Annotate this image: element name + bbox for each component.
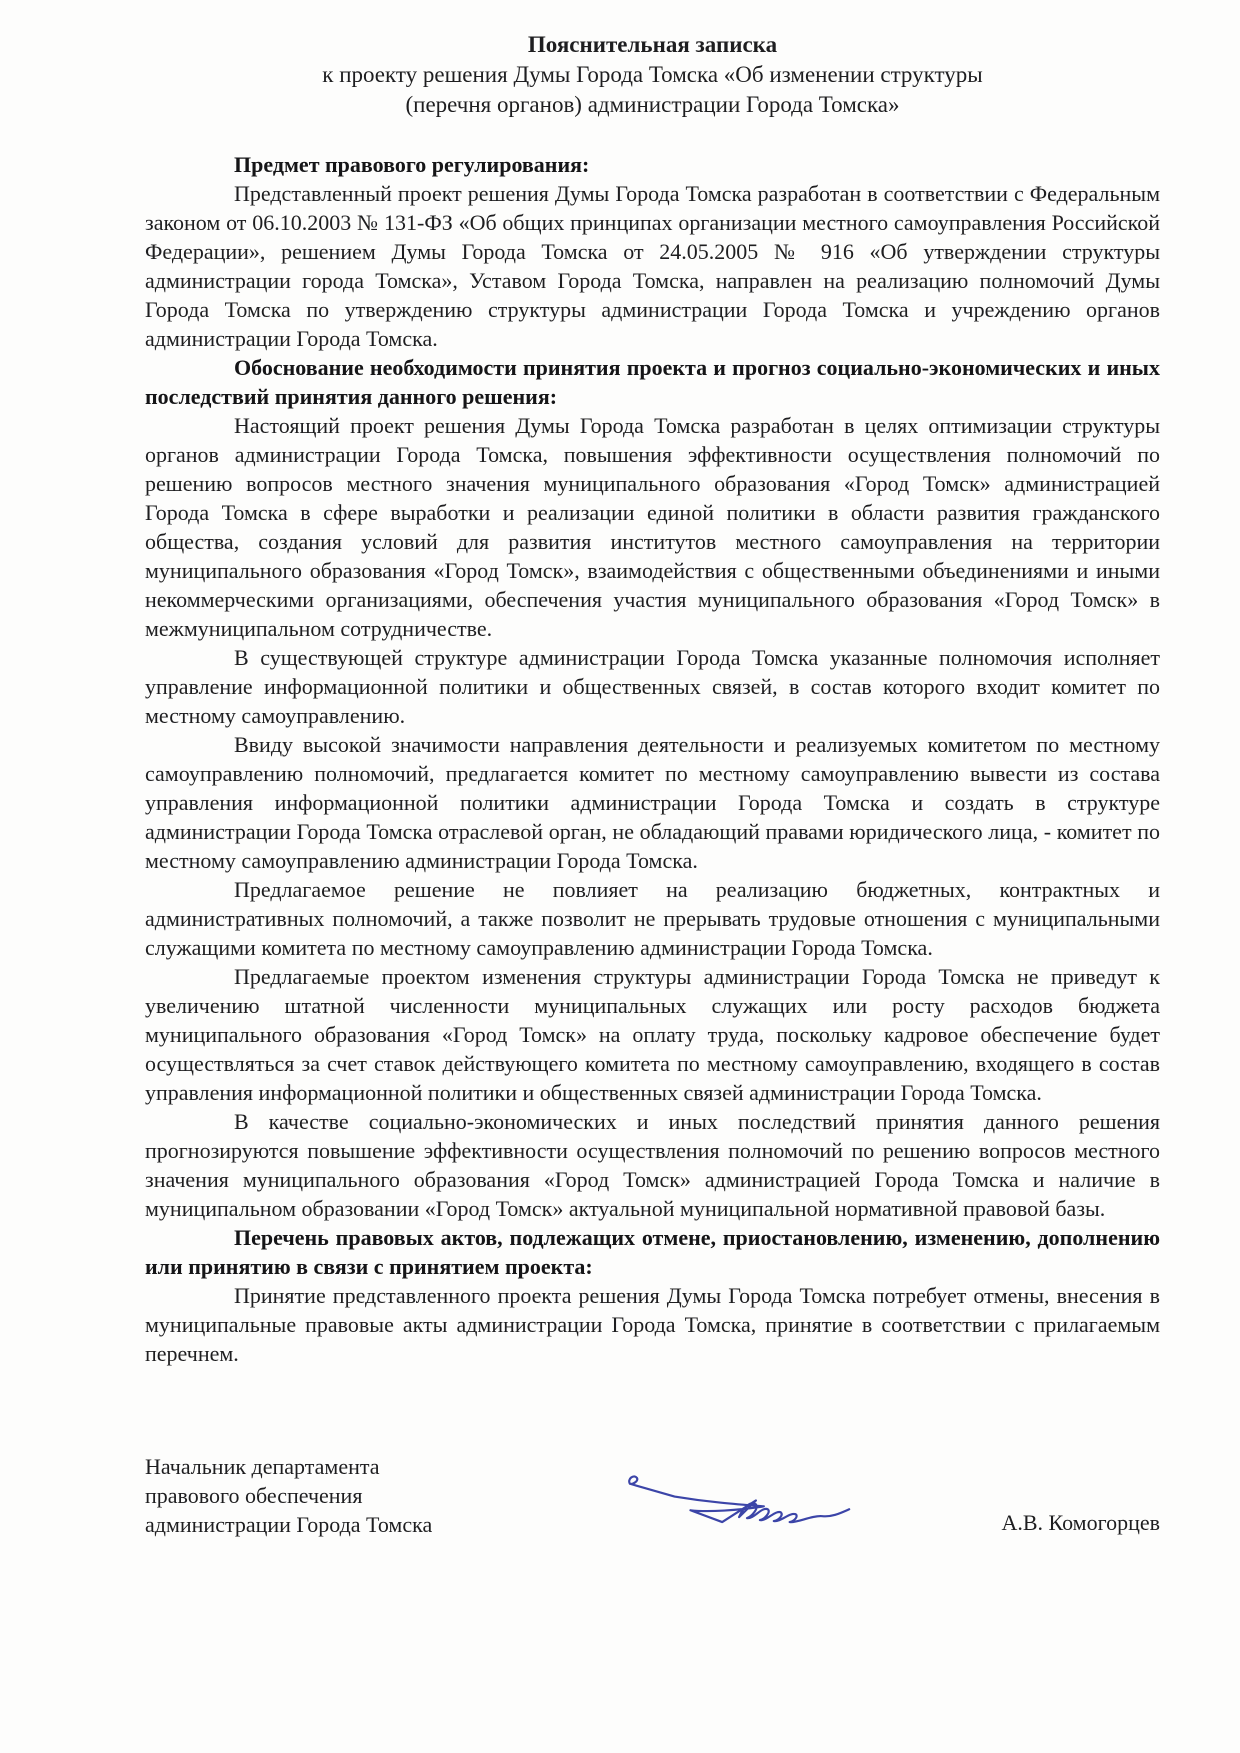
paragraph: В существующей структуре администрации Города Томска указанные полномочия исполняет управление информационной политики и общественных связей, в состав которого входит комитет по местному самоуправлению. <box>145 645 1160 728</box>
paragraph: Принятие представленного проекта решения Думы Города Томска потребует отмены, внесения в муниципальные правовые акты администрации Города Томска, принятие в соответствии с прилагаемым перечнем. <box>145 1283 1160 1366</box>
paragraph: Ввиду высокой значимости направления деятельности и реализуемых комитетом по местному самоуправлению полномочий, предлагается комитет по местному самоуправлению вывести из состава управления информационной политики администрации Города Томска и создать в структуре администрации Города Томска отраслевой орган, не обладающий правами юридического лица, - комитет по местному самоуправлению администрации Города Томска. <box>145 732 1160 873</box>
section-heading-acts-list: Перечень правовых актов, подлежащих отмене, приостановлению, изменению, дополнению или принятию в связи с принятием проекта: <box>145 1225 1160 1279</box>
title-line-1: Пояснительная записка <box>527 32 778 57</box>
signatory-name: А.В. Комогорцев <box>1001 1510 1160 1535</box>
paragraph: Предлагаемое решение не повлияет на реализацию бюджетных, контрактных и административных полномочий, а также позволит не прерывать трудовые отношения с муниципальными служащими комитета по местному самоуправлению администрации Города Томска. <box>145 877 1160 960</box>
title-line-3: (перечня органов) администрации Города Томска» <box>405 92 900 117</box>
paragraph: Настоящий проект решения Думы Города Томска разработан в целях оптимизации структуры органов администрации Города Томска, повышения эффективности осуществления полномочий по решению вопросов местного значения муниципального образования «Город Томск» администрацией Города Томска в сфере выработки и реализации единой политики в области развития гражданского общества, создания условий для развития институтов местного самоуправления на территории муниципального образования «Город Томск», взаимодействия с общественными объединениями и иными некоммерческими организациями, обеспечения участия муниципального образования «Город Томск» в межмуниципальном сотрудничестве. <box>145 413 1160 641</box>
handwritten-signature-ink <box>623 1471 871 1525</box>
section-heading-subject: Предмет правового регулирования: <box>234 152 590 177</box>
signatory-position <box>145 1452 432 1539</box>
signature-block <box>145 1452 1160 1539</box>
paragraph: Представленный проект решения Думы Города Томска разработан в соответствии с Федеральным законом от 06.10.2003 № 131-ФЗ «Об общих принципах организации местного самоуправления Российской Федерации», решением Думы Города Томска от 24.05.2005 № 916 «Об утверждении структуры администрации города Томска», Уставом Города Томска, направлен на реализацию полномочий Думы Города Томска по утверждению структуры администрации Города Томска и учреждению органов администрации Города Томска. <box>145 181 1160 351</box>
section-heading-justification: Обоснование необходимости принятия проекта и прогноз социально-экономических и иных последствий принятия данного решения: <box>145 355 1160 409</box>
paragraph: В качестве социально-экономических и иных последствий принятия данного решения прогнозируются повышение эффективности осуществления полномочий по решению вопросов местного значения муниципального образования «Город Томск» администрацией Города Томска и наличие в муниципальном образовании «Город Томск» актуальной муниципальной нормативной правовой базы. <box>145 1109 1160 1221</box>
paragraph: Предлагаемые проектом изменения структуры администрации Города Томска не приведут к увеличению штатной численности муниципальных служащих или росту расходов бюджета муниципального образования «Город Томск» на оплату труда, поскольку кадровое обеспечение будет осуществляться за счет ставок действующего комитета по местному самоуправлению, входящего в состав управления информационной политики и общественных связей администрации Города Томска. <box>145 964 1160 1105</box>
signatory-position-line: правового обеспечения <box>145 1483 363 1508</box>
signatory-position-line: Начальник департамента <box>145 1454 380 1479</box>
document-title <box>145 30 1160 120</box>
title-line-2: к проекту решения Думы Города Томска «Об изменении структуры <box>322 62 983 87</box>
document-body <box>145 150 1160 1368</box>
signatory-position-line: администрации Города Томска <box>145 1512 433 1537</box>
